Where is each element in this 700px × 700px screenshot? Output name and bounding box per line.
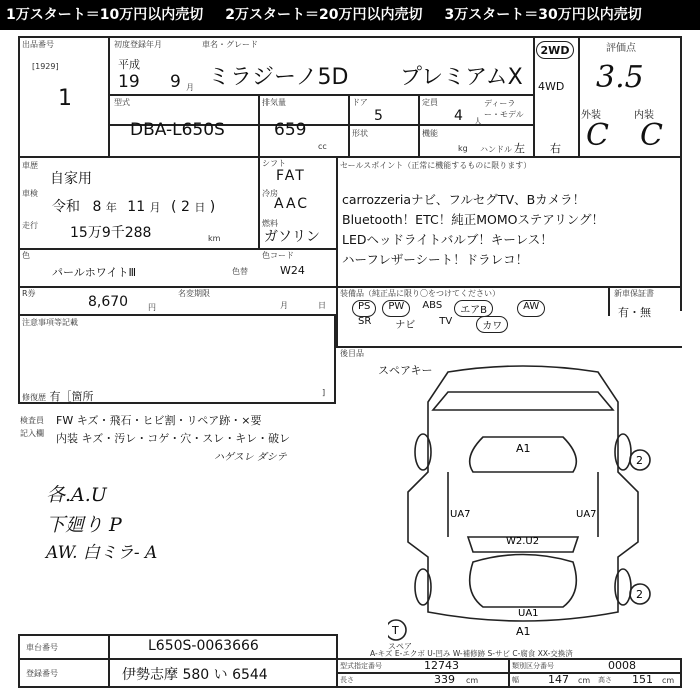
new-warranty-label: 新車保証書 [614, 289, 654, 298]
handle-right: 右 [550, 142, 561, 155]
seats-unit: 人 [474, 117, 482, 126]
equip-row1 [352, 300, 545, 317]
handle-label: ハンドル [480, 145, 512, 154]
recycle-label: R券 [22, 289, 36, 298]
equip-abs: ABS [422, 300, 443, 311]
car-diagram [388, 362, 658, 642]
dmg-a1-bottom: A1 [516, 625, 531, 638]
score-label: 評価点 [606, 43, 636, 54]
mileage-label: 走行 [22, 221, 38, 230]
hand-line-3: AW. 白ミラ- A [46, 543, 158, 563]
equip-airbag: エアB [454, 300, 493, 317]
car-name: ミラジーノ5D [208, 65, 349, 90]
func-label: 機能 [422, 129, 438, 138]
auction-sheet: 出品番号 [1929] 1 初度登録年月 平成 19 9 月 車名・グレード ミラジーノ5D プレミアムX 2WD 4WD 評価点 3.5 外装 内装 C C 型式 DBA-L650S 排気量 659 cc ドア 5 形状 定員 4 人 機能 ディーラー・モデル kg ハンドル 左 右 車歴 自家用 車検 令和 8 年 11 月 ( 2 日 ) 走行 15万9千288 km シフト FAT 冷房 AAC 燃料 ガソリン 色 パールホワイトⅢ 色替 色コード W24 R券 8,670 円 名変期限 月 日 セールスポイント（正常に機能するものに限ります） carrozzeriaナビ、フルセグTV、Bカメラ！ Bluetooth！ETC！純正MOMOステアリング！ LEDヘッドライトバルブ！キーレス！ ハーフレザーシート！ドラレコ！ 装備品（純正品に限り〇をつけてください） 新車保証書 有・無 PS PW ABS エアB AW SR ナビ TV カワ 注意事項等記載 修復歴 有［箇所 ] 後目品 スペアキー 検査員 記入欄 FW キズ・飛石・ヒビ割・リペア跡・×要 内装 キズ・汚レ・コゲ・穴・スレ・キレ・破レ ハゲスレ ダシテ 各.A.U 下廻り P AW. 白ミラ- A A1 A1 UA7 UA7 W2.U2 UA1 2 2 T スペア A-キズ E-エクボ U-凹み W-補修跡 S-サビ C-腐食 XX-交換済 車台番号 L650S-0063666 登録番号 伊勢志摩 580 い 6544 型式指定番号 12743 類別区分番号 0008 長さ 339 cm 幅 147 cm 高さ 151 cm [18, 36, 682, 696]
name-day: 日 [318, 301, 326, 310]
equip-ps: PS [352, 300, 376, 317]
car-grade: プレミアムX [400, 65, 523, 90]
shape-label: 形状 [352, 129, 368, 138]
drive-2wd: 2WD [536, 41, 574, 59]
equip-pw: PW [382, 300, 410, 317]
cc-unit: cc [318, 142, 327, 151]
header-item: 3万スタート＝30万円以内売切 [444, 7, 642, 23]
car-label: 車名・グレード [202, 40, 258, 49]
plate-number: 伊勢志摩 580 い 6544 [122, 667, 268, 683]
doors-label: ドア [352, 98, 368, 107]
recycle-unit: 円 [148, 303, 156, 312]
usage-value: 自家用 [50, 171, 92, 187]
lot-label: 出品番号 [22, 40, 54, 49]
type-approval-number: 12743 [424, 659, 459, 672]
dealer-label: ディーラー・モデル [484, 99, 524, 119]
entry-label: 記入欄 [20, 429, 44, 438]
fw-condition: FW キズ・飛石・ヒビ割・リペア跡・×要 [56, 414, 262, 427]
interior-condition: 内装 キズ・汚レ・コゲ・穴・スレ・キレ・破レ [56, 432, 291, 445]
mileage-unit: km [208, 234, 221, 243]
equip-aw: AW [517, 300, 545, 317]
cc-label: 排気量 [262, 98, 286, 107]
reg-label: 初度登録年月 [114, 40, 162, 49]
shift-value: FAT [276, 168, 306, 184]
plate-label: 登録番号 [26, 669, 58, 678]
condition-hand-note: ハゲスレ ダシテ [214, 452, 287, 463]
header-item: 2万スタート＝20万円以内売切 [225, 7, 423, 23]
name-change-label: 名変期限 [178, 289, 210, 298]
reg-month: 9 [170, 72, 181, 92]
length-label: 長さ [340, 676, 354, 684]
lot-sub: [1929] [32, 62, 59, 71]
length-unit: cm [466, 676, 479, 685]
height-value: 151 [632, 673, 653, 686]
seats-label: 定員 [422, 98, 438, 107]
sales-line: ハーフレザーシート！ドラレコ！ [342, 252, 529, 267]
color-code: W24 [280, 264, 305, 277]
fuel-value: ガソリン [264, 229, 320, 245]
equip-sr: SR [358, 316, 372, 327]
lot-number: 1 [58, 86, 72, 111]
inspector-label: 検査員 [20, 416, 44, 425]
fuel-label: 燃料 [262, 219, 278, 228]
name-month: 月 [280, 301, 288, 310]
sales-line: LEDヘッドライトバルブ！キーレス！ [342, 232, 553, 247]
options-label: 後目品 [340, 349, 364, 358]
dmg-a1-top: A1 [516, 442, 531, 455]
category-number: 0008 [608, 659, 636, 672]
damage-legend: A-キズ E-エクボ U-凹み W-補修跡 S-サビ C-腐食 XX-交換済 [370, 649, 573, 658]
cc-value: 659 [274, 120, 307, 140]
sales-line: Bluetooth！ETC！純正MOMOステアリング！ [342, 212, 604, 227]
dmg-ua7-left: UA7 [450, 509, 471, 520]
header-banner [0, 0, 700, 30]
usage-label: 車歴 [22, 161, 38, 170]
equip-row2 [358, 316, 508, 333]
tire-rear-right: 2 [636, 588, 643, 601]
width-value: 147 [548, 673, 569, 686]
score-value: 3.5 [596, 60, 644, 95]
mileage-value: 15万9千288 [70, 225, 152, 241]
dmg-ua7-right: UA7 [576, 509, 597, 520]
interior-grade: C [640, 118, 663, 153]
hand-line-2: 下廻り P [46, 514, 122, 536]
length-value: 339 [434, 673, 455, 686]
type-approval-label: 型式指定番号 [340, 662, 382, 670]
model-label: 型式 [114, 98, 130, 107]
shift-label: シフト [262, 159, 286, 168]
height-unit: cm [662, 676, 675, 685]
interior-label: 内装 [634, 110, 654, 121]
color-value: パールホワイトⅢ [52, 266, 137, 279]
handle-left: 左 [514, 142, 525, 155]
color-change-label: 色替 [232, 267, 248, 276]
hand-line-1: 各.A.U [46, 484, 107, 506]
seats-value: 4 [454, 108, 463, 124]
exterior-label: 外装 [581, 110, 601, 121]
new-warranty-value: 有・無 [618, 306, 651, 319]
color-label: 色 [22, 251, 30, 260]
reg-year: 19 [118, 72, 140, 92]
options-value: スペアキー [378, 364, 433, 377]
equip-navi: ナビ [395, 320, 416, 331]
sales-points [342, 190, 604, 270]
spare-tire: T [392, 624, 399, 637]
ac-value: AAC [274, 196, 310, 212]
model-value: DBA-L650S [130, 120, 225, 140]
header-item: 1万スタート＝10万円以内売切 [6, 7, 204, 23]
reg-era: 平成 [118, 58, 140, 71]
reg-month-unit: 月 [186, 83, 194, 92]
exterior-grade: C [586, 118, 609, 153]
ac-label: 冷房 [262, 189, 278, 198]
repair-label: 修復歴 有［箇所 [22, 390, 94, 403]
sales-line: carrozzeriaナビ、フルセグTV、Bカメラ！ [342, 192, 586, 207]
inspection-date: 令和 8 年 11 月 ( 2 日 ) [52, 199, 216, 215]
dmg-w2u2: W2.U2 [506, 536, 540, 547]
category-label: 類別区分番号 [512, 662, 554, 670]
color-code-label: 色コード [262, 251, 294, 260]
chassis-number: L650S-0063666 [148, 638, 259, 654]
recycle-value: 8,670 [88, 294, 129, 310]
dmg-ua1: UA1 [518, 608, 539, 619]
inspection-label: 車検 [22, 189, 38, 198]
sales-label: セールスポイント（正常に機能するものに限ります） [340, 161, 532, 170]
tire-front-right: 2 [636, 454, 643, 467]
doors-value: 5 [374, 108, 383, 124]
equip-leather: カワ [476, 316, 508, 333]
drive-4wd: 4WD [538, 80, 565, 93]
width-unit: cm [578, 676, 591, 685]
chassis-label: 車台番号 [26, 643, 58, 652]
equip-tv: TV [439, 316, 453, 327]
equip-label: 装備品（純正品に限り〇をつけてください） [340, 289, 500, 298]
notes-label: 注意事項等記載 [22, 318, 78, 327]
width-label: 幅 [512, 676, 519, 684]
kg-label: kg [458, 144, 468, 153]
height-label: 高さ [598, 676, 612, 684]
spare-label: スペア [388, 642, 412, 651]
